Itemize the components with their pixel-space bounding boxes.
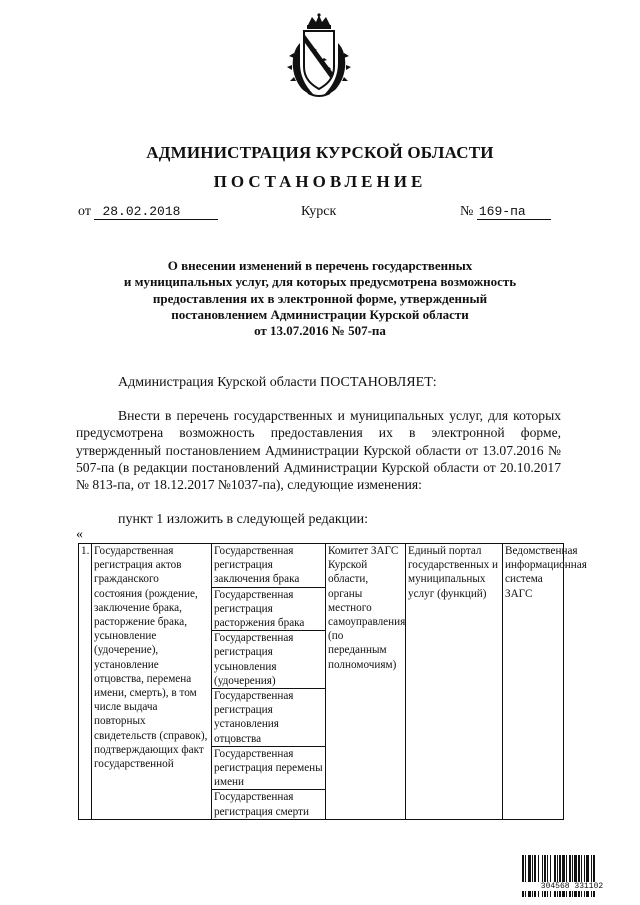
subservice-item: Государственная регистрация смерти [214,791,309,818]
subject-line: постановлением Администрации Курской области [171,306,469,322]
subservice-item: Государственная регистрация заключения брака [212,544,325,588]
body-paragraph [76,407,561,493]
coat-of-arms-emblem [286,13,352,99]
city-name: Курск [301,204,337,219]
point-instruction: пункт 1 изложить в следующей редакции: [118,512,368,527]
subject-line: и муниципальных услуг, для которых предусмотрена возможность [123,274,517,290]
document-type-title: ПОСТАНОВЛЕНИЕ [213,172,427,191]
row-number: 1. [79,544,92,820]
portal-cell: Единый портал государственных и муниципальных услуг (функций) [406,544,503,820]
provider-cell: Комитет ЗАГС Курской области, органы местного самоуправления (по переданным полномочиям) [326,544,406,820]
subservices-cell [212,544,326,820]
subject-line: от 13.07.2016 № 507-па [254,323,386,339]
date-line [78,204,218,220]
system-cell: Ведомственная информационная система ЗАГС [503,544,564,820]
service-name: Государственная регистрация актов гражданского состояния (рождение, заключение брака, расторжение брака, усыновление (удочерение), установление отцовства, перемена имени, смерть), в том числе выдача повторных свидетельств (справок), подтверждающих факт государственной [92,544,212,820]
document-number: 169-па [477,204,551,220]
decree-statement: Администрация Курской области ПОСТАНОВЛЯЕТ: [118,375,437,390]
number-line [460,204,551,220]
barcode-number: 304568 331102 [522,882,622,891]
subject-line: предоставления их в электронной форме, утвержденный [152,290,488,306]
organization-title: АДМИНИСТРАЦИЯ КУРСКОЙ ОБЛАСТИ [146,143,494,162]
number-prefix: № [460,204,474,219]
services-table [78,543,587,820]
document-date: 28.02.2018 [94,204,218,220]
date-prefix: от [78,204,91,219]
subservice-item: Государственная регистрация усыновления (удочерения) [212,631,325,689]
subservice-item: Государственная регистрация расторжения брака [212,588,325,632]
subservice-item: Государственная регистрация установления отцовства [212,689,325,747]
opening-quote: « [76,527,83,542]
amendment-text: Внести в перечень государственных и муниципальных услуг, для которых предусмотрена возможность предоставления их в электронной форме, утвержденный постановлением Администрации Курской области от 13.07.2016 № 507-па (в редакции постановлений Администрации Курской области от 20.10.2017 № 813-па, от 18.12.2017 №1037-па), следующие изменения: [76,408,561,493]
subservice-item: Государственная регистрация перемены имени [212,747,325,791]
subject-line: О внесении изменений в перечень государственных [167,258,473,273]
table-row [79,544,564,820]
decree-subject [60,258,580,339]
